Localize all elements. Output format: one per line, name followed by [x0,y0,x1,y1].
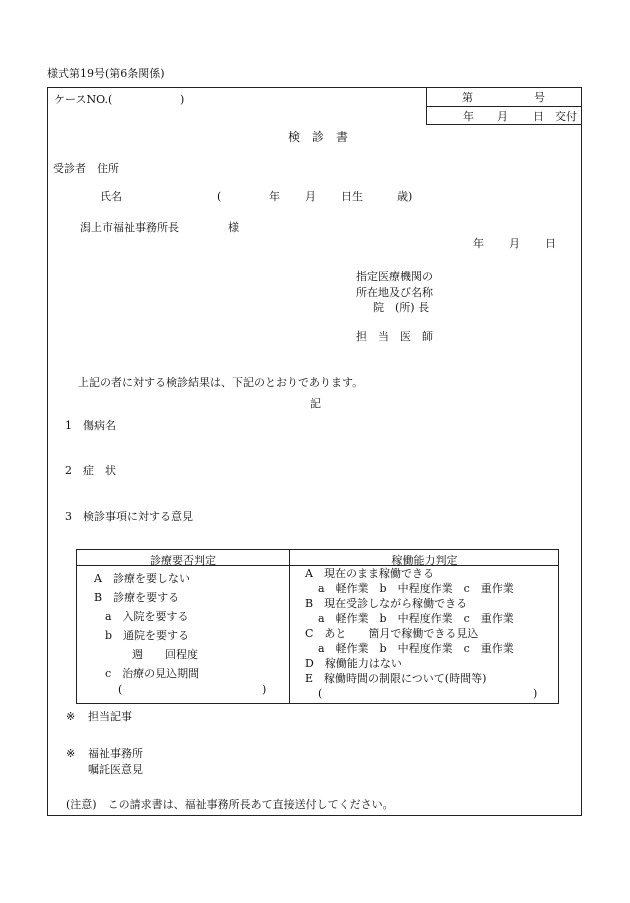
issue-day: 日 [533,110,544,123]
treatment-a: A 診療を要しない [94,572,190,585]
case-number-close: ) [180,93,185,106]
assessment-divider [289,550,290,703]
treatment-paren-open: ( [118,683,123,696]
work-a-options: a 軽作業 b 中程度作業 c 重作業 [318,582,514,595]
note-mark-1: ※ [66,710,76,723]
institution-line2: 所在地及び名称 [356,286,433,299]
treatment-paren-close: ) [262,683,267,696]
age: 歳) [397,190,413,203]
footer-note: (注意) この請求書は、福祉事務所長あて直接送付してください。 [66,798,394,811]
treatment-need-header: 診療要否判定 [150,554,216,567]
institution-line3: 院 (所) 長 [373,301,430,314]
sign-day: 日 [545,237,556,250]
work-paren-close: ) [533,687,538,700]
issue-number-divider [426,106,582,107]
birth-month: 月 [305,190,316,203]
note-mark-2: ※ [66,747,76,760]
note-officer-record: 担当記事 [88,710,132,723]
work-a: A 現在のまま稼働できる [305,567,434,580]
ki-mark: 記 [310,397,321,410]
case-number-label: ケースNO.( [54,93,113,106]
work-e: E 稼働時間の制限について(時間等) [305,672,487,685]
sign-month: 月 [509,237,520,250]
work-c: C あと 箇月で稼働できる見込 [305,627,479,640]
work-capacity-header: 稼働能力判定 [391,554,458,567]
birth-year: 年 [269,190,280,203]
patient-name-label: 氏名 [100,190,122,203]
treatment-b-b: b 通院を要する [105,629,190,642]
sign-year: 年 [473,237,484,250]
issue-label: 交付 [555,110,577,123]
addressee-honorific: 様 [228,221,239,234]
work-d: D 稼働能力はない [305,657,402,670]
work-b: B 現在受診しながら稼働できる [305,597,468,610]
item-diagnosis: 1 傷病名 [65,419,116,432]
work-b-options: a 軽作業 b 中程度作業 c 重作業 [318,612,514,625]
intro-text: 上記の者に対する検診結果は、下記のとおりであります。 [78,376,364,389]
note-welfare-office: 福祉事務所 [88,747,143,760]
addressee: 潟上市福祉事務所長 [80,221,179,234]
work-paren-open: ( [318,687,323,700]
number-prefix: 第 [462,91,473,104]
issue-month: 月 [497,110,508,123]
document-title: 検診書 [288,130,361,144]
treatment-b-a: a 入院を要する [105,610,189,623]
item-symptoms: 2 症 状 [65,464,116,477]
doctor-label: 担 当 医 師 [356,330,433,343]
treatment-weekly: 週 回程度 [132,648,198,661]
form-title: 様式第19号(第6条関係) [47,67,165,80]
birth-day: 日生 [341,190,363,203]
number-suffix: 号 [534,91,545,104]
treatment-b: B 診療を要する [94,591,180,604]
birth-open: ( [217,190,222,203]
treatment-b-c: c 治療の見込期間 [105,667,200,680]
institution-line1: 指定医療機関の [356,270,433,283]
note-consultant-opinion: 嘱託医意見 [88,763,143,776]
work-c-options: a 軽作業 b 中程度作業 c 重作業 [318,642,514,655]
issue-year: 年 [463,110,474,123]
item-opinion: 3 検診事項に対する意見 [65,510,193,523]
patient-address-label: 受診者 住所 [53,162,119,175]
